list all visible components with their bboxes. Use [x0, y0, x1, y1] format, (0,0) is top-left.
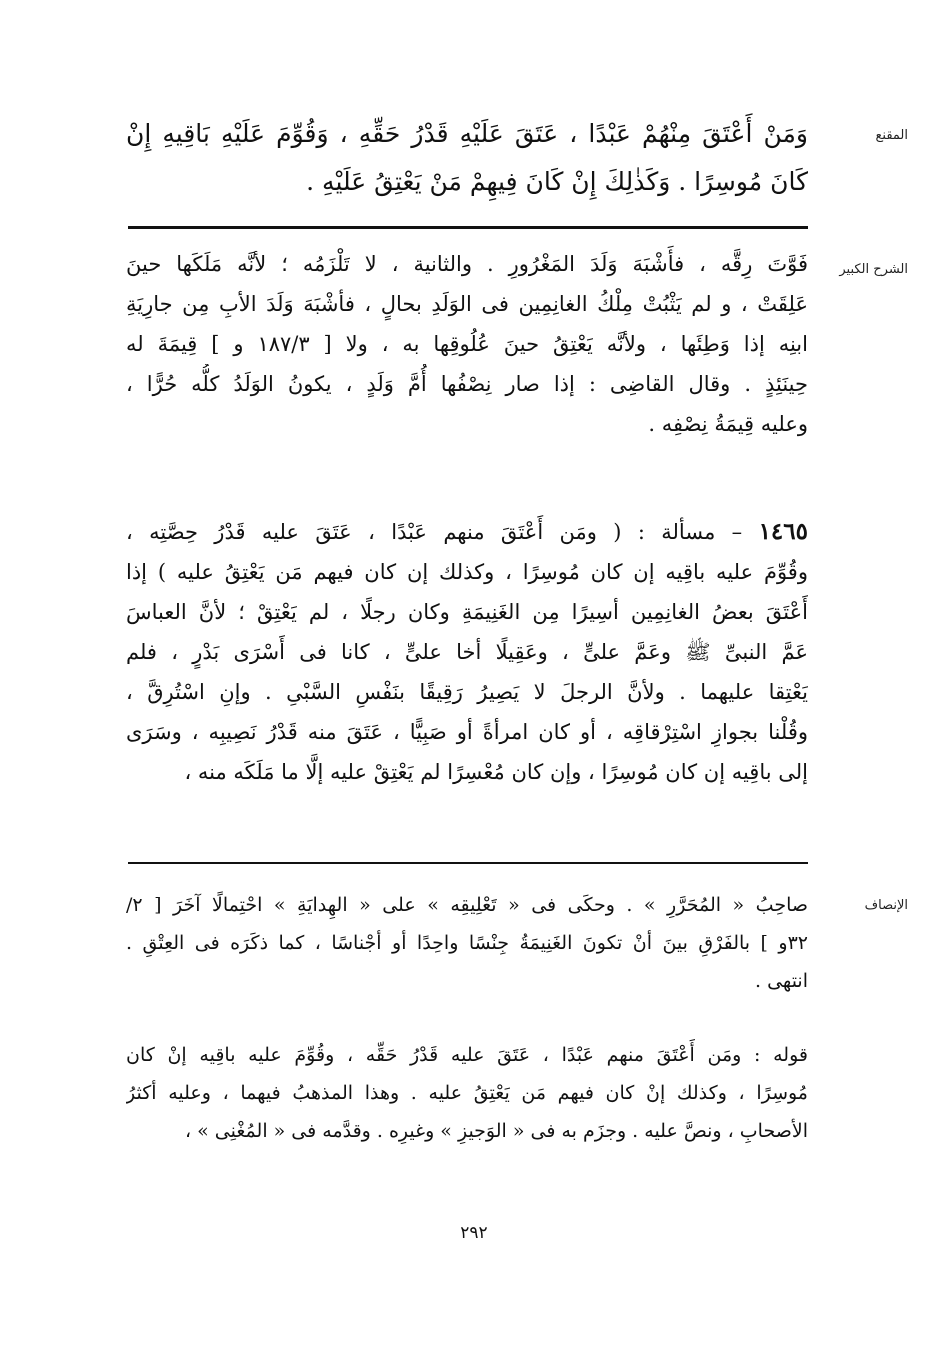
- insaf-paragraph-2: [126, 1036, 808, 1150]
- text-line: ٣٢و ] بالفَرْقِ بينَ أنْ تكونَ الغَنِيمَةُ جِنْسًا واحِدًا أو أجْناسًا ، كما ذكَرَه فى العِتْقِ .: [126, 932, 808, 954]
- text-line: الأصحابِ ، ونصَّ عليه . وجزَم به فى « الوَجيزِ » وغيرِه . وقدَّمه فى « المُغْنِى » ،: [184, 1120, 808, 1142]
- text-line: وقُوِّمَ عليه باقِيه إن كان مُوسِرًا ، وكذلك إن كان فيهم مَن يَعْتِقُ عليه ) إذا: [126, 560, 808, 584]
- text-line: عَمَّ النبىِّ ﷺ وعَمَّ علىٍّ ، وعَقِيلًا أخا علىٍّ ، كانا فى أَسْرَى بَدْرٍ ، فلم: [126, 640, 808, 664]
- text-line: يَعْتِقا عليهما . ولأنَّ الرجلَ لا يَصِيرُ رَقِيقًا بنَفْسِ السَّبْىِ . وإنِ اسْتُرِقَّ ،: [126, 680, 808, 704]
- section-divider: [128, 226, 808, 229]
- text-line: فَوَّتَ رِقَّه ، فأَشْبَهَ وَلَدَ المَغْرُورِ . والثانية ، لا تَلْزَمُه ؛ لأنَّه مَلَكَها حينَ: [126, 252, 808, 276]
- text-line: انتهى .: [755, 970, 808, 992]
- insaf-paragraph-1: [126, 886, 808, 1000]
- masala-number: ١٤٦٥: [758, 518, 808, 545]
- page-number: ٢٩٢: [460, 1223, 488, 1243]
- text-line: عَلِقَتْ ، و لم يَثْبُتْ مِلْكُ الغانِمِين فى الوَلَدِ بحالٍ ، فأشْبَهَ وَلَدَ الأبِ مِن جارِيَةِ: [126, 292, 808, 316]
- muqni-text: [126, 110, 808, 206]
- sharh-paragraph-1: [126, 244, 808, 444]
- text-line: مُوسِرًا ، وكذلك إنْ كان فيهم مَن يَعْتِقُ عليه . وهذا المذهبُ فيهما ، وعليه أكثرُ: [126, 1082, 808, 1104]
- text-line: وعليه قِيمَةُ نِصْفِه .: [648, 412, 808, 436]
- text-line: قوله : ومَن أَعْتَقَ منهم عَبْدًا ، عَتَقَ عليه قَدْرُ حَقِّه ، وقُوِّمَ عليه باقِيه إنْ كان: [126, 1044, 808, 1066]
- section-label-insaf: الإنصاف: [864, 898, 908, 913]
- text-line: [126, 512, 808, 552]
- text-line: وقُلْنا بجوازِ اسْتِرْقاقِه ، أو كان امرأةً أو صَبِيًّا ، عَتَقَ منه قَدْرُ نَصِيبِه ، وسَرَى: [126, 720, 808, 744]
- text-line: صاحِبُ « المُحَرَّرِ » . وحكَى فى « تَعْلِيقِه » على « الهِدايَةِ » احْتِمالًا آخَرَ [ ٢/: [126, 894, 808, 916]
- text-line: ابنِه إذا وَطِئَها ، ولأنَّه يَعْتِقُ حينَ عُلُوقِها به ، ولا [ ١٨٧/٣ و ] قِيمَةَ له: [126, 332, 808, 356]
- sharh-paragraph-2: [126, 512, 808, 792]
- masala-text: – مسألة : ( ومَن أَعْتَقَ منهم عَبْدًا ، عَتَقَ عليه قَدْرُ حِصَّتِه ،: [126, 520, 743, 544]
- text-line: إلى باقِيه إن كان مُوسِرًا ، وإن كان مُعْسِرًا لم يَعْتِقْ عليه إلَّا ما مَلَكَه منه ،: [184, 760, 808, 784]
- text-line: كَانَ مُوسِرًا . وَكَذٰلِكَ إِنْ كَانَ فِيهِمْ مَنْ يَعْتِقُ عَلَيْهِ .: [306, 167, 808, 196]
- text-line: أَعْتَقَ بعضُ الغانِمِين أسِيرًا مِن الغَنِيمَةِ وكان رجلًا ، لم يَعْتِقْ ؛ لأنَّ العباسَ: [126, 600, 808, 624]
- section-divider: [128, 862, 808, 864]
- text-line: وَمَنْ أَعْتَقَ مِنْهُمْ عَبْدًا ، عَتَقَ عَلَيْهِ قَدْرُ حَقِّهِ ، وَقُوِّمَ عَلَيْهِ بَاقِيهِ إِنْ: [126, 119, 808, 148]
- text-line: حِينَئِذٍ . وقال القاضِى : إذا صار نِصْفُها أُمَّ وَلَدٍ ، يكونُ الوَلَدُ كلُّه حُرًّا ،: [126, 372, 808, 396]
- section-label-sharh: الشرح الكبير: [839, 262, 908, 277]
- section-label-muqni: المقنع: [875, 128, 908, 143]
